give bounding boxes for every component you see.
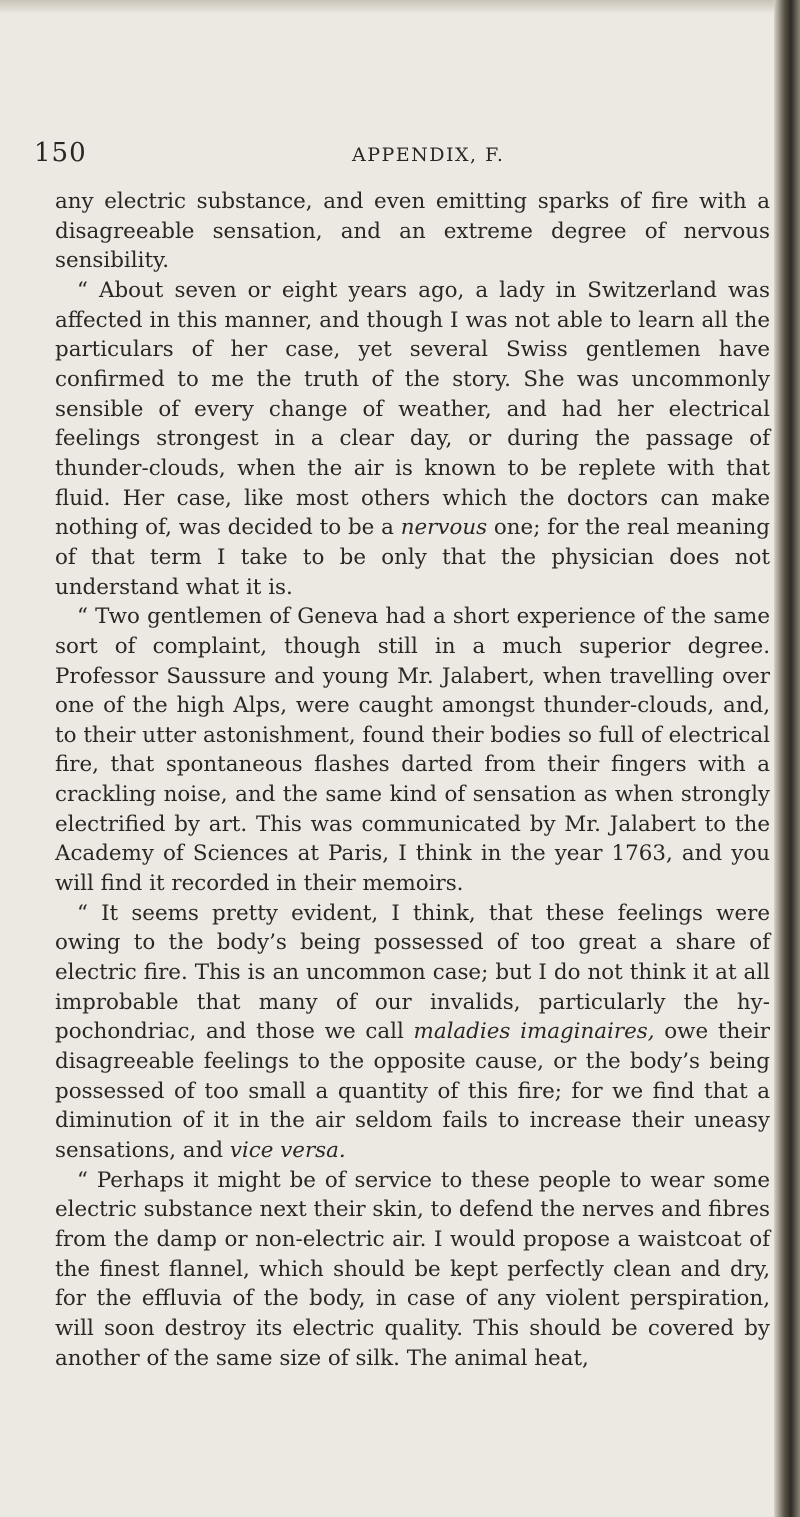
book-spine-edge (774, 0, 800, 1517)
paragraph-text: any electric substance, and even emitting sparks of fire with a disagreeable sensation, and an extreme degree of nervous sensibility. (55, 189, 770, 274)
page-top-shadow (0, 0, 800, 14)
paragraph-text: “ About seven or eight years ago, a lady in Switzerland was affected in this manner, and though I was not able to learn all the particulars of her case, yet several Swiss gentlemen have confirmed to me the truth of the story. She was uncommonly sensible of every change of weather, and had her electrical feelings strongest in a clear day, or during the passage of thunder-clouds, when the air is known to be replete with that fluid. Her case, like most others which the doctors can make nothing of, was decided to be a (55, 277, 770, 541)
paragraph-text: “ Two gentlemen of Geneva had a short experience of the same sort of complaint, though still in a much superior degree. Professor Saussure and young Mr. Jalabert, when travelling over one of the high Alps, were caught amongst thunder-clouds, and, to their utter astonishment, found their bodies so full of electrical fire, that spontaneous flashes darted from their fingers with a crackling noise, and the same kind of sensation as when strongly electrified by art. This was communicated by Mr. Jalabert to the Academy of Sciences at Paris, I think in the year 1763, and you will find it recorded in their memoirs. (55, 604, 770, 897)
paragraph-1 (55, 187, 770, 276)
paragraph-4 (55, 899, 770, 1166)
body-text (55, 187, 770, 1373)
italic-term: vice versa. (229, 1138, 346, 1163)
paragraph-3 (55, 602, 770, 899)
paragraph-text: owe their disagreeable feelings to the opposite cause, or the body’s being possessed of too small a quantity of this fire; for we find that a diminution of it in the air seldom fails to increase their uneasy sensations, and (55, 1019, 771, 1163)
paragraph-text: “ It seems pretty evident, I think, that these feelings were owing to the body’s being possessed of too great a share of electric fire. This is an uncommon case; but I do not think it at all improbable that many of our invalids, particularly the hypochondriac, and those we call (55, 900, 770, 1045)
paragraph-2 (55, 276, 770, 602)
paragraph-text: “ Perhaps it might be of service to these people to wear some electric substance next their skin, to defend the nerves and fibres from the damp or non-electric air. I would propose a waistcoat of the finest flannel, which should be kept perfectly clean and dry, for the effluvia of the body, in case of any violent perspiration, will soon destroy its electric quality. This should be covered by another of the same size of silk. The animal heat, (55, 1167, 770, 1371)
running-head: APPENDIX, F. (352, 144, 505, 166)
paragraph-5 (55, 1166, 770, 1374)
paragraph-text: one; for the real meaning of that term I take to be only that the physician does not understand what it is. (55, 515, 770, 600)
italic-term: maladies imaginaires, (413, 1019, 655, 1045)
page-header (34, 138, 764, 172)
page-number: 150 (34, 138, 87, 168)
italic-term: nervous (400, 515, 488, 541)
